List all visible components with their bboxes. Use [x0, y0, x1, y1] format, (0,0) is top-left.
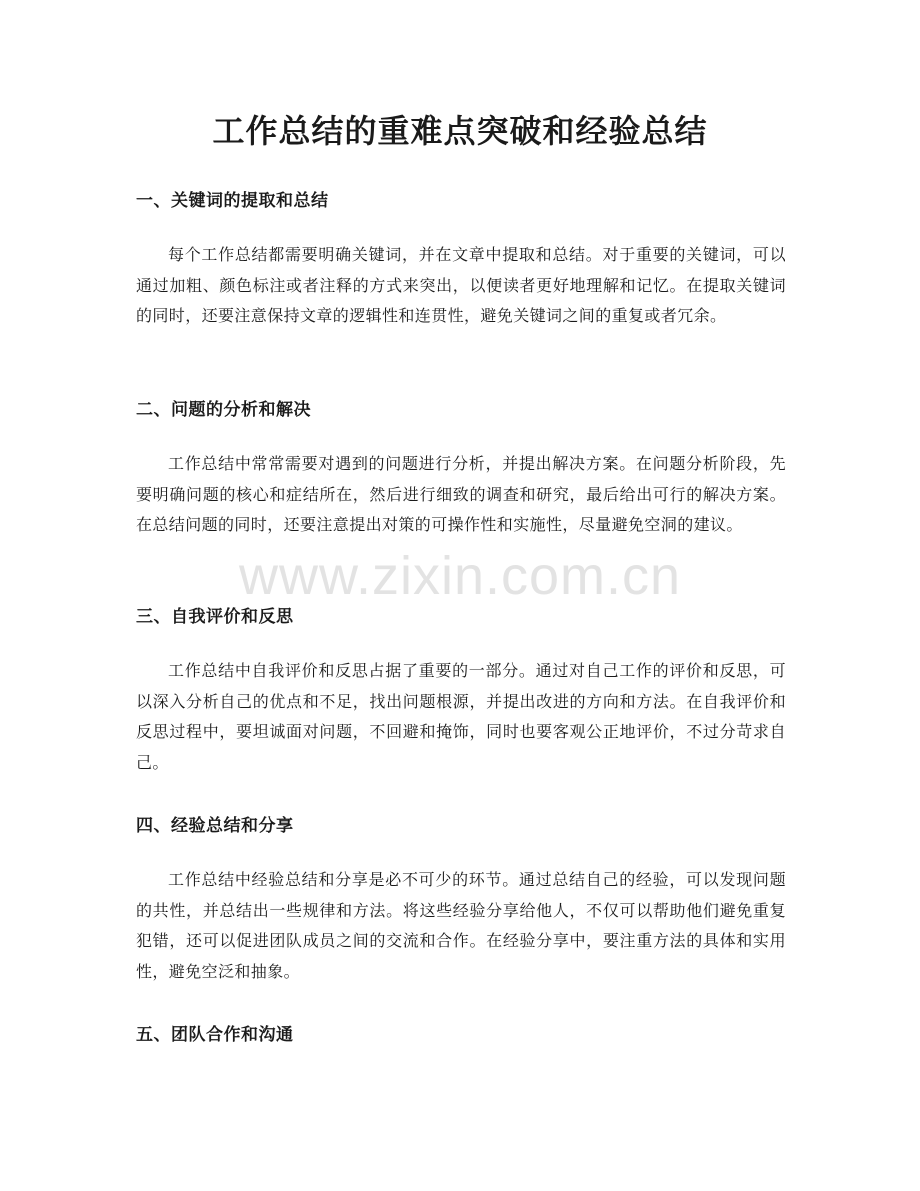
watermark: www.zixin.com.cn	[238, 546, 682, 606]
section-heading: 五、团队合作和沟通	[136, 1025, 294, 1045]
section-2	[136, 398, 786, 541]
section-5	[136, 1023, 786, 1074]
section-3	[136, 605, 786, 778]
section-4	[136, 814, 786, 987]
section-paragraph: 工作总结中自我评价和反思占据了重要的一部分。通过对自己工作的评价和反思，可以深入分析自己的优点和不足，找出问题根源，并提出改进的方向和方法。在自我评价和反思过程中，要坦诚面对问题，不回避和掩饰，同时也要客观公正地评价，不过分苛求自己。	[136, 661, 786, 772]
section-heading: 二、问题的分析和解决	[136, 400, 311, 420]
section-paragraph: 每个工作总结都需要明确关键词，并在文章中提取和总结。对于重要的关键词，可以通过加粗、颜色标注或者注释的方式来突出，以便读者更好地理解和记忆。在提取关键词的同时，还要注意保持文章的逻辑性和连贯性，避免关键词之间的重复或者冗余。	[136, 245, 786, 325]
section-paragraph: 工作总结中经验总结和分享是必不可少的环节。通过总结自己的经验，可以发现问题的共性，并总结出一些规律和方法。将这些经验分享给他人，不仅可以帮助他们避免重复犯错，还可以促进团队成员之间的交流和合作。在经验分享中，要注重方法的具体和实用性，避免空泛和抽象。	[136, 870, 786, 981]
section-paragraph: 工作总结中常常需要对遇到的问题进行分析，并提出解决方案。在问题分析阶段，先要明确问题的核心和症结所在，然后进行细致的调查和研究，最后给出可行的解决方案。在总结问题的同时，还要注意提出对策的可操作性和实施性，尽量避免空洞的建议。	[136, 454, 786, 534]
section-heading: 四、经验总结和分享	[136, 816, 294, 836]
section-1	[136, 189, 786, 332]
document-title: 工作总结的重难点突破和经验总结	[212, 112, 708, 150]
section-heading: 三、自我评价和反思	[136, 607, 294, 627]
section-heading: 一、关键词的提取和总结	[136, 191, 329, 211]
